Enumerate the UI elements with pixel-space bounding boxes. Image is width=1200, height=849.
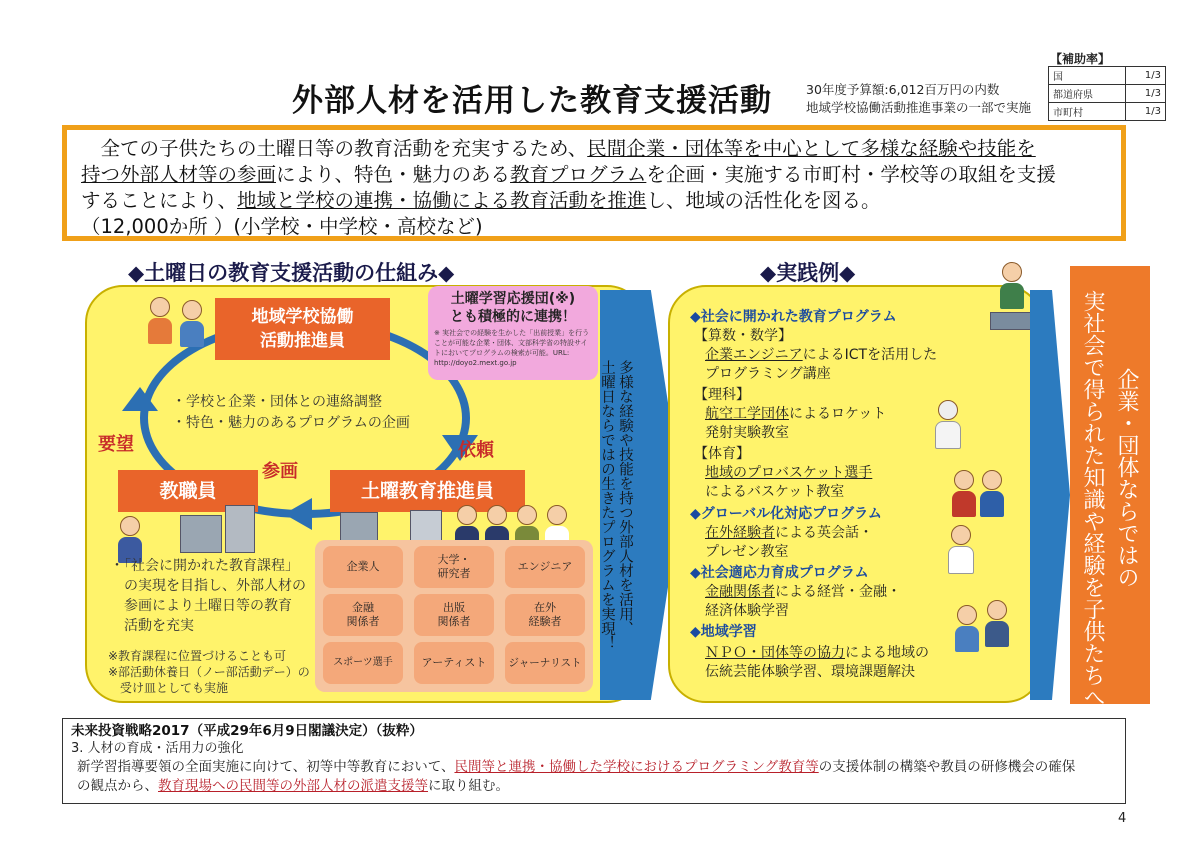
intro-text: することにより、 bbox=[81, 189, 238, 212]
coordinator-label-2: 活動推進員 bbox=[260, 331, 345, 351]
intro-line bbox=[81, 162, 1107, 188]
talent-cell: スポーツ選手 bbox=[323, 642, 403, 684]
example-underline: 航空工学団体 bbox=[705, 406, 789, 422]
middle-arrow-text-1: 多様な経験や技能を持つ外部人材を活用、 bbox=[617, 360, 633, 636]
subsidy-table bbox=[1048, 66, 1166, 121]
excerpt-highlight: 教育現場への民間等の外部人材の派遣支援等 bbox=[158, 778, 428, 794]
example-category: 【算数・数学】 bbox=[694, 328, 792, 344]
intro-underline: 教育プログラム bbox=[510, 163, 647, 186]
example-line bbox=[705, 346, 937, 364]
example-underline: 在外経験者 bbox=[705, 525, 775, 541]
promoter-box: 土曜教育推進員 bbox=[330, 470, 525, 512]
subsidy-name: 市町村 bbox=[1049, 103, 1126, 121]
example-heading-open-program: ◆社会に開かれた教育プログラム bbox=[690, 309, 897, 325]
talent-cell: アーティスト bbox=[414, 642, 494, 684]
talent-cell: 在外 経験者 bbox=[505, 594, 585, 636]
note-line: ・「社会に開かれた教育課程」 bbox=[110, 558, 299, 574]
subsidy-name: 都道府県 bbox=[1049, 85, 1126, 103]
excerpt-text: に取り組む。 bbox=[428, 778, 509, 794]
intro-text: により、特色・魅力のある bbox=[276, 163, 511, 186]
arrow-left-icon bbox=[280, 494, 320, 534]
support-team-box bbox=[428, 286, 598, 380]
outcome-text-1: 企業・団体ならではの bbox=[1114, 368, 1139, 588]
example-line: 発射実験教室 bbox=[705, 425, 789, 441]
example-underline: 地域のプロバスケット選手 bbox=[705, 465, 873, 481]
intro-box bbox=[62, 125, 1126, 241]
teacher-icon bbox=[985, 600, 1009, 647]
subsidy-name: 国 bbox=[1049, 67, 1126, 85]
tip-coordination: ・学校と企業・団体との連絡調整 bbox=[172, 394, 382, 410]
support-team-title: 土曜学習応援団(※) bbox=[450, 291, 576, 307]
example-category: 【理科】 bbox=[694, 387, 750, 403]
excerpt-text: の観点から、 bbox=[77, 778, 158, 794]
intro-line: （12,000か所 ）(小学校・中学校・高校など) bbox=[81, 215, 483, 238]
school-tower-icon bbox=[225, 505, 255, 553]
page-number: 4 bbox=[1118, 811, 1127, 826]
excerpt-subtitle: 3. 人材の育成・活用力の強化 bbox=[71, 741, 244, 756]
intro-text: を企画・実施する市町村・学校等の取組を支援 bbox=[646, 163, 1056, 186]
tip-planning: ・特色・魅力のあるプログラムの企画 bbox=[172, 415, 410, 431]
small-note: ※部活動休養日（ノー部活動デー）の bbox=[108, 665, 310, 679]
example-text: による経営・金融・ bbox=[775, 584, 901, 600]
order-label: 依頼 bbox=[458, 440, 494, 461]
example-line bbox=[705, 405, 886, 423]
intro-text: 全ての子供たちの土曜日等の教育活動を充実するため、 bbox=[81, 137, 588, 160]
budget-line-2: 地域学校協働活動推進事業の一部で実施 bbox=[806, 100, 1032, 115]
intro-underline: 民間企業・団体等を中心として多様な経験や技能を bbox=[587, 137, 1036, 160]
excerpt-title: 未来投資戦略2017（平成29年6月9日閣議決定）（抜粋） bbox=[71, 723, 423, 739]
excerpt-highlight: 民間等と連携・協働した学校におけるプログラミング教育等 bbox=[454, 759, 819, 775]
subsidy-row bbox=[1049, 103, 1166, 121]
subsidy-rate: 1/3 bbox=[1126, 103, 1166, 121]
person-icon bbox=[180, 300, 204, 347]
budget-line-1: 30年度予算額:6,012百万円の内数 bbox=[806, 82, 1000, 97]
example-line bbox=[705, 583, 901, 601]
subsidy-row bbox=[1049, 67, 1166, 85]
example-text: による地域の bbox=[845, 645, 929, 661]
subsidy-label: 【補助率】 bbox=[1050, 52, 1111, 66]
intro-underline: 地域と学校の連携・協働による教育活動を推進 bbox=[237, 189, 647, 212]
doctor-icon bbox=[948, 525, 974, 574]
talent-cell: 大学・ 研究者 bbox=[414, 546, 494, 588]
subsidy-rate: 1/3 bbox=[1126, 85, 1166, 103]
note-line: 参画により土曜日等の教育 bbox=[110, 598, 292, 614]
example-text: によるICTを活用した bbox=[802, 347, 938, 363]
excerpt-line bbox=[71, 758, 1117, 777]
excerpt-line bbox=[71, 777, 1117, 796]
talent-grid bbox=[315, 540, 593, 692]
talent-cell: 企業人 bbox=[323, 546, 403, 588]
small-note: ※教育課程に位置づけることも可 bbox=[108, 649, 287, 663]
basketball-player-icon bbox=[952, 470, 976, 517]
coordinator-label-1: 地域学校協働 bbox=[251, 307, 354, 327]
page-title: 外部人材を活用した教育支援活動 bbox=[292, 83, 772, 119]
example-line bbox=[705, 524, 873, 542]
support-team-title-2: とも積極的に連携！ bbox=[450, 309, 576, 325]
basketball-player-icon bbox=[980, 470, 1004, 517]
right-arrow bbox=[1030, 290, 1070, 700]
right-heading: ◆実践例◆ bbox=[760, 261, 856, 285]
example-heading-global: ◆グローバル化対応プログラム bbox=[690, 506, 882, 522]
arrow-up-icon bbox=[120, 385, 160, 425]
intro-underline: 持つ外部人材等の参画 bbox=[81, 163, 277, 186]
example-underline: 企業エンジニア bbox=[705, 347, 803, 363]
example-text: による英会話・ bbox=[775, 525, 873, 541]
teachers-box: 教職員 bbox=[118, 470, 258, 512]
school-icon bbox=[180, 515, 222, 553]
coordinator-box bbox=[215, 298, 390, 360]
subsidy-rate: 1/3 bbox=[1126, 67, 1166, 85]
example-line: によるバスケット教室 bbox=[705, 484, 845, 500]
example-line: 経済体験学習 bbox=[705, 603, 789, 619]
example-category: 【体育】 bbox=[694, 446, 750, 462]
join-label: 参画 bbox=[262, 461, 298, 482]
note-line: の実現を目指し、外部人材の bbox=[110, 578, 306, 594]
outcome-text-2: 実社会で得られた知識や経験を子供たちへ！ bbox=[1080, 290, 1105, 730]
subsidy-row bbox=[1049, 85, 1166, 103]
astronaut-icon bbox=[935, 400, 961, 449]
example-line: プログラミング講座 bbox=[705, 366, 831, 382]
intro-line bbox=[81, 188, 1107, 214]
example-heading-local: ◆地域学習 bbox=[690, 624, 757, 640]
example-line: プレゼン教室 bbox=[705, 544, 789, 560]
excerpt-text: の支援体制の構築や教員の研修機会の確保 bbox=[818, 759, 1076, 775]
student-icon bbox=[1000, 262, 1024, 309]
example-line: 伝統芸能体験学習、環境課題解決 bbox=[705, 664, 915, 680]
example-heading-social: ◆社会適応力育成プログラム bbox=[690, 565, 869, 581]
example-line bbox=[705, 464, 872, 482]
middle-arrow-text-2: 土曜日ならではの生きたプログラムを実現！ bbox=[599, 360, 615, 650]
talent-cell: 金融 関係者 bbox=[323, 594, 403, 636]
talent-cell: エンジニア bbox=[505, 546, 585, 588]
support-team-note: ※ 実社会での経験を生かした「出前授業」を行うことが可能な企業・団体、文部科学省の特設サイトにおいてプログラムの検索が可能。URL: http://doyo2.mext.go.jp bbox=[434, 329, 590, 367]
small-note: 受け皿としても実施 bbox=[108, 681, 229, 695]
excerpt-text: 新学習指導要領の全面実施に向けて、初等中等教育において、 bbox=[77, 759, 455, 775]
request-label: 要望 bbox=[98, 434, 134, 455]
intro-line bbox=[81, 136, 1107, 162]
left-heading: ◆土曜日の教育支援活動の仕組み◆ bbox=[128, 261, 455, 285]
note-line: 活動を充実 bbox=[110, 618, 194, 634]
example-text: によるロケット bbox=[789, 406, 887, 422]
strategy-excerpt-box bbox=[62, 718, 1126, 804]
example-underline: ＮＰＯ・団体等の協力 bbox=[705, 645, 845, 661]
student-icon bbox=[955, 605, 979, 652]
talent-cell: 出版 関係者 bbox=[414, 594, 494, 636]
example-underline: 金融関係者 bbox=[705, 584, 775, 600]
intro-text: し、地域の活性化を図る。 bbox=[646, 189, 881, 212]
person-icon bbox=[148, 297, 172, 344]
talent-cell: ジャーナリスト bbox=[505, 642, 585, 684]
example-line bbox=[705, 644, 929, 662]
